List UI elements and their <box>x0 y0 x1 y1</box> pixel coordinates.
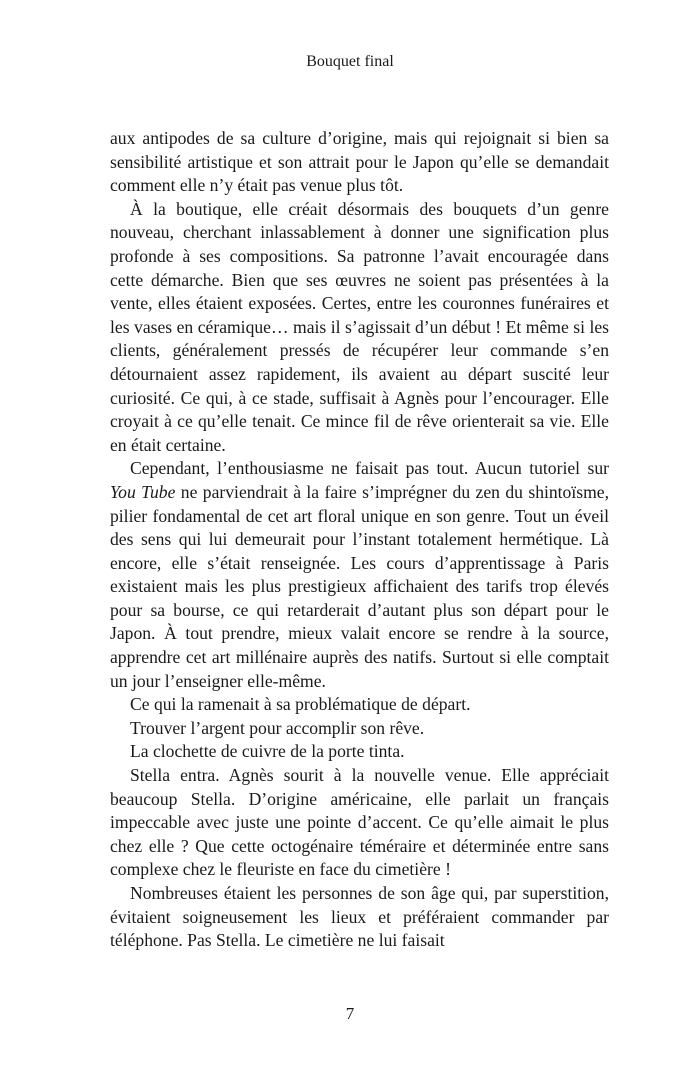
paragraph-problem: Ce qui la ramenait à sa problématique de départ. <box>130 694 471 715</box>
paragraph-superstition: Nombreuses étaient les personnes de son âge qui, par superstition, évitaient soigneusement les lieux et préféraient commander par téléphone. Pas Stella. Le cimetière ne lui faisait <box>110 883 609 951</box>
paragraph-continuation: aux antipodes de sa culture d’origine, mais qui rejoignait si bien sa sensibilité artistique et son attrait pour le Japon qu’elle se demandait comment elle n’y était pas venue plus tôt. <box>110 128 609 196</box>
paragraph-bell: La clochette de cuivre de la porte tinta. <box>130 741 405 762</box>
paragraph-stella: Stella entra. Agnès sourit à la nouvelle venue. Elle appréciait beaucoup Stella. D’origine américaine, elle parlait un français impeccable avec juste une pointe d’accent. Ce qu’elle aimait le plus chez elle ? Que cette octogénaire téméraire et déterminée entre sans complexe chez le fleuriste en face du cimetière ! <box>110 765 609 880</box>
body-text <box>110 127 609 953</box>
page-number: 7 <box>345 1004 355 1023</box>
paragraph-enthusiasm <box>110 457 609 693</box>
paragraph-enthusiasm-start: Cependant, l’enthousiasme ne faisait pas tout. Aucun tutoriel sur <box>130 458 609 479</box>
paragraph-money: Trouver l’argent pour accomplir son rêve. <box>130 717 425 738</box>
paragraph-enthusiasm-end: ne parviendrait à la faire s’imprégner du zen du shintoïsme, pilier fondamental de cet art floral unique en son genre. Tout un éveil des sens qui lui demeurait pour l’instant totalement hermétique. Là encore, elle s’était renseignée. Les cours d’apprentissage à Paris existaient mais les plus prestigieux affichaient des tarifs trop élevés pour sa bourse, ce qui retarderait d’autant plus son départ pour le Japon. À tout prendre, mieux valait encore se rendre à la source, apprendre cet art millénaire auprès des natifs. Surtout si elle comptait un jour l’enseigner elle-même. <box>110 481 609 691</box>
paragraph-boutique: À la boutique, elle créait désormais des bouquets d’un genre nouveau, cherchant inlassablement à donner une signification plus profonde à ses compositions. Sa patronne l’avait encouragée dans cette démarche. Bien que ses œuvres ne soient pas présentées à la vente, elles étaient exposées. Certes, entre les couronnes funéraires et les vases en céramique… mais il s’agissait d’un début ! Et même si les clients, généralement pressés de récupérer leur commande s’en détournaient assez rapidement, ils avaient au départ suscité leur curiosité. Ce qui, à ce stade, suffisait à Agnès pour l’encourager. Elle croyait à ce qu’elle tenait. Ce mince fil de rêve orienterait sa vie. Elle en était certaine. <box>110 198 609 455</box>
running-head: Bouquet final <box>306 53 394 70</box>
youtube-italic: You Tube <box>110 481 176 502</box>
